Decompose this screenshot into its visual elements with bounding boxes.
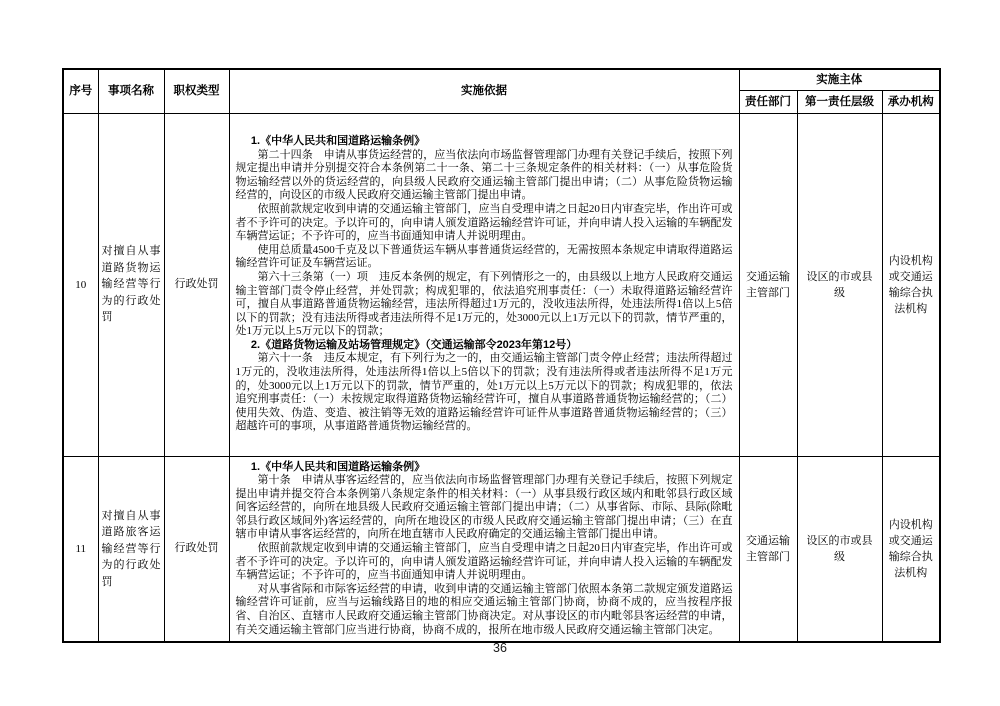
basis-paragraph: 第六十一条 违反本规定，有下列行为之一的，由交通运输主管部门责令停止经营；违法所得超过1万元的，没收违法所得，处违法所得1倍以上5倍以下的罚款；没有违法所得或者违法所得不足1万元的，处3000元以上1万元以下的罚款，情节严重的，处1万元以上5万元以下的罚款；构成犯罪的，依法追究刑事责任：（一）未按规定取得道路货物运输经营许可，擅自从事道路普通货物运输经营的；（二）使用失效、伪造、变造、被注销等无效的道路运输经营许可证件从事道路普通货物运输经营的；（三）超越许可的事项，从事道路普通货物运输经营的。 — [235, 352, 733, 433]
table-row — [63, 456, 940, 642]
cell-responsible-department: 交通运输主管部门 — [739, 113, 797, 456]
cell-item-name: 对擅自从事道路货物运输经营等行为的行政处罚 — [98, 113, 164, 456]
cell-authority-type: 行政处罚 — [164, 113, 229, 456]
basis-paragraph: 对从事省际和市际客运经营的申请，收到申请的交通运输主管部门依照本条第二款规定颁发道路运输经营许可证前，应当与运输线路目的地的相应交通运输主管部门协商，协商不成的，应当按程序报省、自治区、直辖市人民政府交通运输主管部门协商决定。对从事设区的市内毗邻县客运经营的申请，有关交通运输主管部门应当进行协商，协商不成的，报所在地市级人民政府交通运输主管部门决定。 — [235, 582, 733, 636]
cell-implementation-basis — [229, 456, 739, 642]
cell-first-responsibility-level: 设区的市或县级 — [797, 113, 882, 456]
authority-items-table — [62, 68, 941, 643]
table-body — [63, 113, 940, 642]
header-col-type: 职权类型 — [164, 69, 229, 113]
basis-law-title: 2.《道路货物运输及站场管理规定》（交通运输部令2023年第12号） — [250, 338, 578, 351]
cell-undertaking-agency: 内设机构或交通运输综合执法机构 — [882, 113, 940, 456]
cell-responsible-department: 交通运输主管部门 — [739, 456, 797, 642]
basis-paragraph: 第六十三条第（一）项 违反本条例的规定，有下列情形之一的，由县级以上地方人民政府交通运输主管部门责令停止经营，并处罚款；构成犯罪的，依法追究刑事责任：（一）未取得道路运输经营许可，擅自从事道路普通货物运输经营，违法所得超过1万元的，没收违法所得，处违法所得1倍以上5倍以下的罚款；没有违法所得或者违法所得不足1万元的，处3000元以上1万元以下的罚款，情节严重的，处1万元以上5万元以下的罚款； — [235, 270, 733, 338]
header-col-basis: 实施依据 — [229, 69, 739, 113]
cell-first-responsibility-level: 设区的市或县级 — [797, 456, 882, 642]
header-col-name: 事项名称 — [98, 69, 164, 113]
cell-serial-number: 11 — [63, 456, 98, 642]
basis-paragraph: 依照前款规定收到申请的交通运输主管部门，应当自受理申请之日起20日内审查完毕，作出许可或者不予许可的决定。予以许可的，向申请人颁发道路运输经营许可证，并向申请人投入运输的车辆配发车辆营运证；不予许可的，应当书面通知申请人并说明理由。 — [235, 202, 733, 243]
cell-item-name: 对擅自从事道路旅客运输经营等行为的行政处罚 — [98, 456, 164, 642]
page-number: 36 — [493, 641, 507, 655]
header-col-no: 序号 — [63, 69, 98, 113]
table-row — [63, 113, 940, 456]
header-col-subject-group: 实施主体 — [739, 69, 940, 90]
cell-undertaking-agency: 内设机构或交通运输综合执法机构 — [882, 456, 940, 642]
basis-law-title: 1.《中华人民共和国道路运输条例》 — [250, 134, 426, 147]
table-header — [63, 69, 940, 113]
cell-authority-type: 行政处罚 — [164, 456, 229, 642]
basis-law-title: 1.《中华人民共和国道路运输条例》 — [250, 460, 426, 473]
basis-paragraph: 使用总质量4500千克及以下普通货运车辆从事普通货运经营的，无需按照本条规定申请取得道路运输经营许可证及车辆营运证。 — [235, 243, 733, 270]
header-col-agency: 承办机构 — [882, 90, 940, 113]
basis-paragraph: 第十条 申请从事客运经营的，应当依法向市场监督管理部门办理有关登记手续后，按照下列规定提出申请并提交符合本条例第八条规定条件的相关材料：（一）从事县级行政区域内和毗邻县行政区域间客运经营的，向所在地县级人民政府交通运输主管部门提出申请；（二）从事省际、市际、县际(除毗邻县行政区域间外)客运经营的，向所在地设区的市级人民政府交通运输主管部门提出申请；（三）在直辖市申请从事客运经营的，向所在地直辖市人民政府确定的交通运输主管部门提出申请。 — [235, 474, 733, 541]
basis-paragraph: 第二十四条 申请从事货运经营的，应当依法向市场监督管理部门办理有关登记手续后，按照下列规定提出申请并分别提交符合本条例第二十一条、第二十三条规定条件的相关材料：（一）从事危险货物运输经营以外的货运经营的，向县级人民政府交通运输主管部门提出申请；（二）从事危险货物运输经营的，向设区的市级人民政府交通运输主管部门提出申请。 — [235, 148, 733, 202]
cell-serial-number: 10 — [63, 113, 98, 456]
basis-paragraph: 依照前款规定收到申请的交通运输主管部门，应当自受理申请之日起20日内审查完毕，作出许可或者不予许可的决定。予以许可的，向申请人颁发道路运输经营许可证，并向申请人投入运输的车辆配发车辆营运证；不予许可的，应当书面通知申请人并说明理由。 — [235, 542, 733, 582]
cell-implementation-basis — [229, 113, 739, 456]
header-col-level: 第一责任层级 — [797, 90, 882, 113]
header-col-dept: 责任部门 — [739, 90, 797, 113]
